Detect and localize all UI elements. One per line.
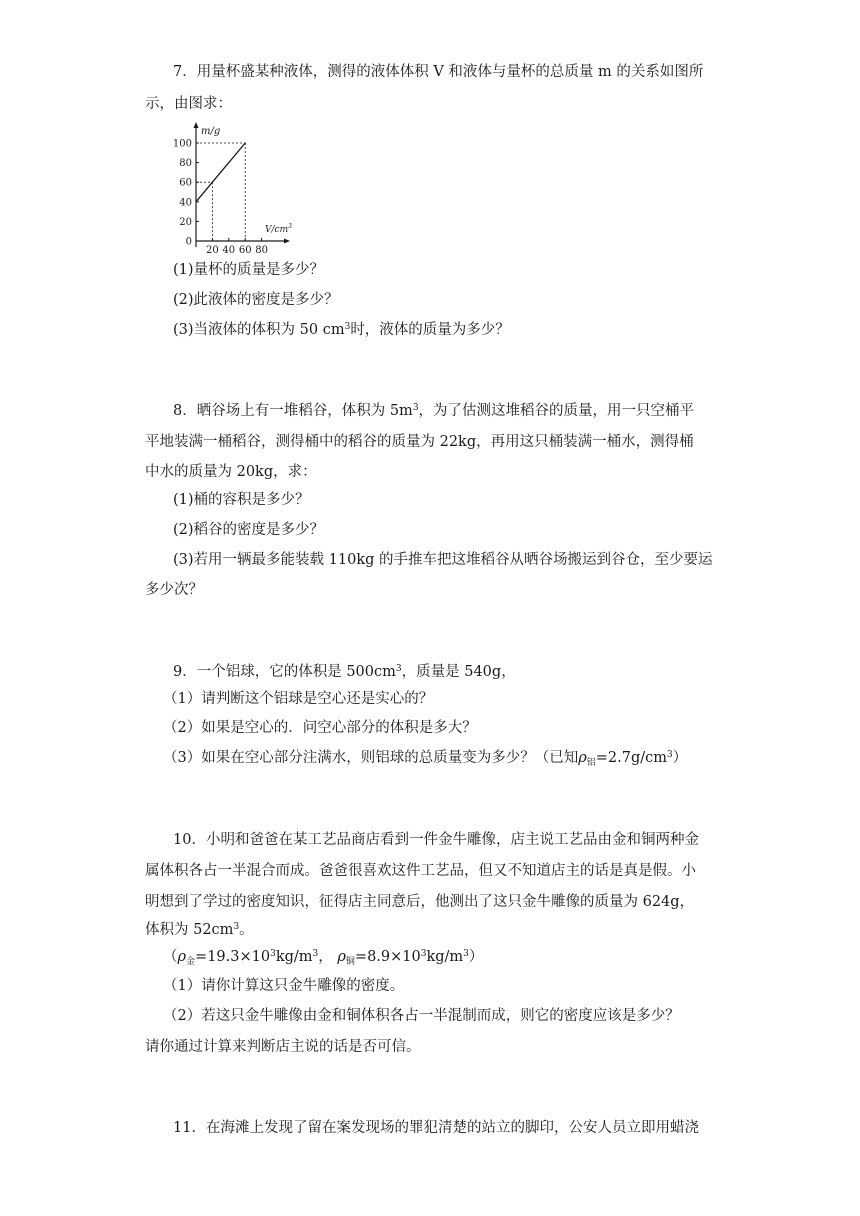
q7-line-1: 7．用量杯盛某种液体，测得的液体体积 V 和液体与量杯的总质量 m 的关系如图所 bbox=[173, 64, 704, 80]
y-tick-label-0: 100 bbox=[172, 138, 192, 150]
data-point-1 bbox=[212, 182, 213, 183]
q9-sub-1: （1）请判断这个铝球是空心还是实心的？ bbox=[163, 691, 434, 707]
y-tick-label-1: 80 bbox=[179, 158, 192, 170]
x-tick-label-2: 60 bbox=[238, 245, 252, 255]
y-tick-label-2: 60 bbox=[179, 177, 192, 189]
q10-given-densities: （$\rho_金=19.3\times 10^3kg/m^3$， $\rho_铜=8.9\times 10^3kg/m^3$） bbox=[163, 949, 484, 967]
y-axis-arrow bbox=[194, 122, 199, 128]
q8-line-3: 中水的质量为 20kg，求： bbox=[145, 464, 317, 480]
data-line bbox=[196, 143, 245, 202]
x-tick-label-1: 40 bbox=[222, 245, 236, 255]
x-axis-arrow bbox=[284, 239, 290, 244]
q10-line-1: 10．小明和爸爸在某工艺品商店看到一件金牛雕像，店主说工艺品由金和铜两种金 bbox=[173, 832, 699, 848]
x-axis-label: $V/cm^3$ bbox=[265, 223, 292, 235]
q7-sub-2: (2)此液体的密度是多少？ bbox=[173, 292, 339, 308]
q10-sub-1: （1）请你计算这只金牛雕像的密度。 bbox=[163, 978, 405, 994]
q10-line-4: 体积为 $52cm^3$。 bbox=[145, 922, 254, 938]
data-point-2 bbox=[245, 142, 246, 143]
q9-line-1: 9．一个铝球，它的体积是 $500cm^3$，质量是 540g， bbox=[173, 664, 516, 680]
q10-line-3: 明想到了学过的密度知识，征得店主同意后，他测出了这只金牛雕像的质量为 624g， bbox=[145, 894, 695, 910]
q10-sub-2-cont: 请你通过计算来判断店主说的话是否可信。 bbox=[145, 1039, 421, 1055]
q7-line-2: 示，由图求： bbox=[145, 96, 232, 112]
y-tick-label-3: 40 bbox=[179, 197, 192, 209]
data-point-0 bbox=[195, 201, 196, 202]
y-tick-label-5: 0 bbox=[185, 236, 192, 248]
x-tick-label-0: 20 bbox=[206, 245, 219, 255]
x-tick-label-3: 80 bbox=[255, 245, 268, 255]
q8-line-2: 平地装满一桶稻谷，测得桶中的稻谷的质量为 22kg，再用这只桶装满一桶水，测得桶 bbox=[145, 434, 694, 450]
mass-volume-graph bbox=[172, 120, 292, 255]
q8-sub-3-cont: 多少次？ bbox=[145, 582, 203, 598]
q9-sub-2: （2）如果是空心的．问空心部分的体积是多大？ bbox=[163, 720, 477, 736]
y-axis-label: m/g bbox=[201, 126, 221, 137]
q8-sub-2: (2)稻谷的密度是多少？ bbox=[173, 522, 325, 538]
q7-sub-3: (3)当液体的体积为 50 $cm^3$时，液体的质量为多少？ bbox=[173, 322, 510, 338]
q9-sub-3: （3）如果在空心部分注满水，则铝球的总质量变为多少？（已知$\rho_铝=2.7g/cm^3$） bbox=[163, 750, 688, 768]
q10-sub-2: （2）若这只金牛雕像由金和铜体积各占一半混制而成，则它的密度应该是多少？ bbox=[163, 1008, 680, 1024]
q7-sub-1: (1)量杯的质量是多少？ bbox=[173, 262, 325, 278]
q11-line-1: 11．在海滩上发现了留在案发现场的罪犯清楚的站立的脚印，公安人员立即用蜡浇 bbox=[173, 1120, 699, 1136]
q8-sub-3: (3)若用一辆最多能装载 110kg 的手推车把这堆稻谷从晒谷场搬运到谷仓，至少要运 bbox=[173, 552, 713, 568]
y-tick-label-4: 20 bbox=[179, 216, 192, 228]
q8-sub-1: (1)桶的容积是多少？ bbox=[173, 492, 310, 508]
q8-line-1: 8．晒谷场上有一堆稻谷，体积为 $5m^3$，为了估测这堆稻谷的质量，用一只空桶平 bbox=[173, 403, 695, 419]
q10-line-2: 属体积各占一半混合而成。爸爸很喜欢这件工艺品，但又不知道店主的话是真是假。小 bbox=[145, 863, 696, 879]
